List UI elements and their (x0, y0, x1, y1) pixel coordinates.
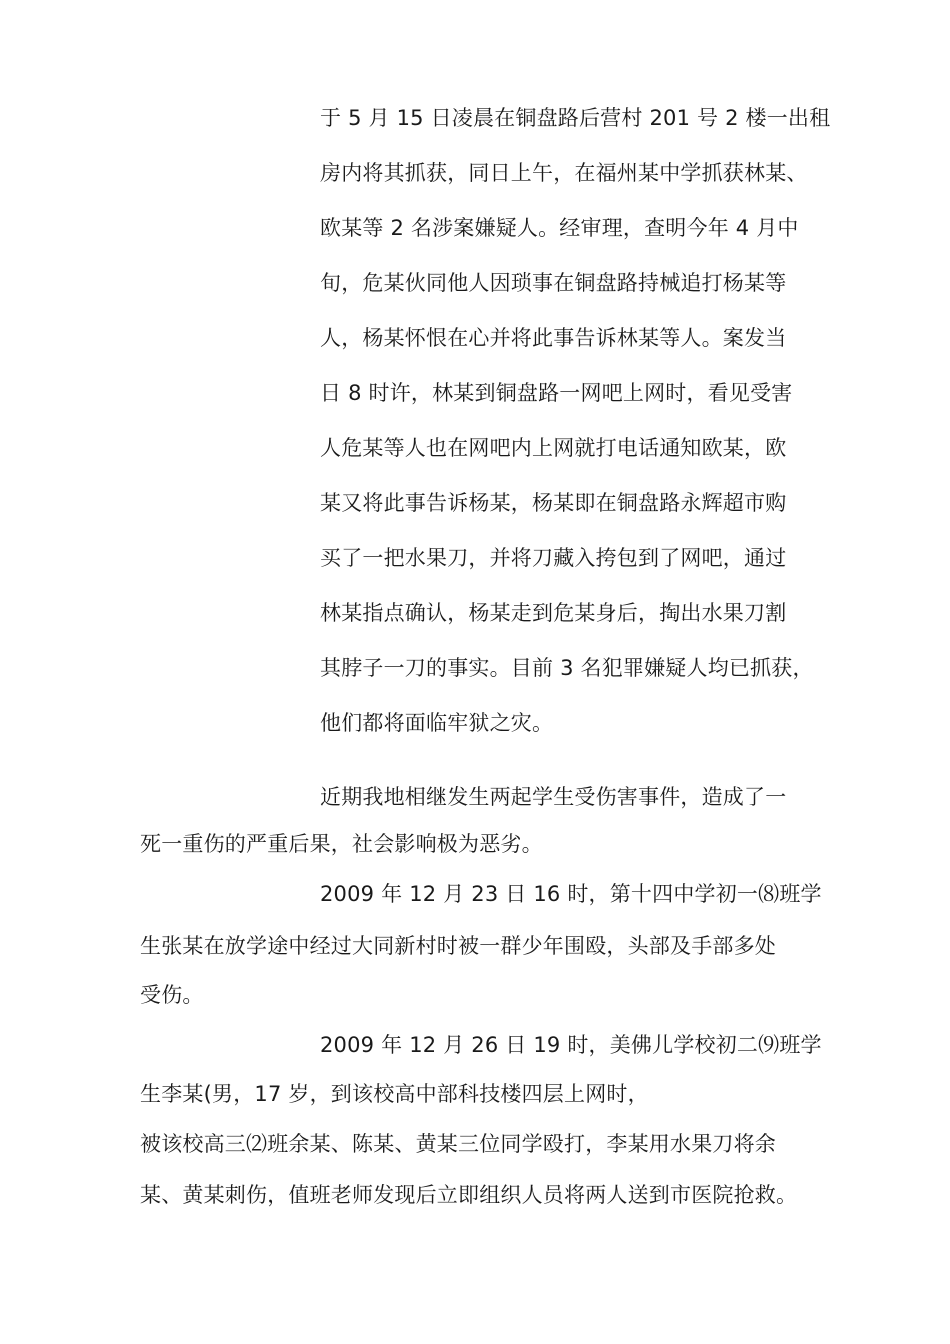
paragraph-1-line-9: 买了一把水果刀，并将刀藏入挎包到了网吧，通过 (320, 546, 787, 570)
paragraph-4-line-1: 2009 年 12 月 26 日 19 时，美佛儿学校初二⑼班学 (320, 1033, 822, 1057)
paragraph-1-line-8: 某又将此事告诉杨某，杨某即在铜盘路永辉超市购 (320, 491, 787, 515)
paragraph-1-line-10: 林某指点确认，杨某走到危某身后，掏出水果刀割 (320, 601, 787, 625)
paragraph-1-line-1: 于 5 月 15 日凌晨在铜盘路后营村 201 号 2 楼一出租 (320, 106, 831, 130)
paragraph-2-line-2: 死一重伤的严重后果，社会影响极为恶劣。 (140, 832, 543, 856)
paragraph-1-line-5: 人，杨某怀恨在心并将此事告诉林某等人。案发当 (320, 326, 787, 350)
paragraph-2-line-1: 近期我地相继发生两起学生受伤害事件，造成了一 (320, 785, 787, 809)
paragraph-4-line-4: 某、黄某刺伤，值班老师发现后立即组织人员将两人送到市医院抢救。 (140, 1183, 798, 1207)
paragraph-1-line-12: 他们都将面临牢狱之灾。 (320, 711, 554, 735)
paragraph-1-line-6: 日 8 时许，林某到铜盘路一网吧上网时，看见受害 (320, 381, 793, 405)
paragraph-1-line-11: 其脖子一刀的事实。目前 3 名犯罪嫌疑人均已抓获， (320, 656, 814, 680)
paragraph-1-line-4: 旬，危某伙同他人因琐事在铜盘路持械追打杨某等 (320, 271, 787, 295)
paragraph-3-line-2: 生张某在放学途中经过大同新村时被一群少年围殴，头部及手部多处 (140, 934, 776, 958)
paragraph-1-line-7: 人危某等人也在网吧内上网就打电话通知欧某，欧 (320, 436, 787, 460)
paragraph-1-line-2: 房内将其抓获，同日上午，在福州某中学抓获林某、 (320, 161, 808, 185)
paragraph-3-line-3: 受伤。 (140, 983, 204, 1007)
paragraph-4-line-3: 被该校高三⑵班余某、陈某、黄某三位同学殴打，李某用水果刀将余 (140, 1132, 776, 1156)
paragraph-1-line-3: 欧某等 2 名涉案嫌疑人。经审理，查明今年 4 月中 (320, 216, 799, 240)
paragraph-3-line-1: 2009 年 12 月 23 日 16 时，第十四中学初一⑻班学 (320, 882, 822, 906)
paragraph-4-line-2: 生李某(男，17 岁，到该校高中部科技楼四层上网时， (140, 1082, 649, 1106)
